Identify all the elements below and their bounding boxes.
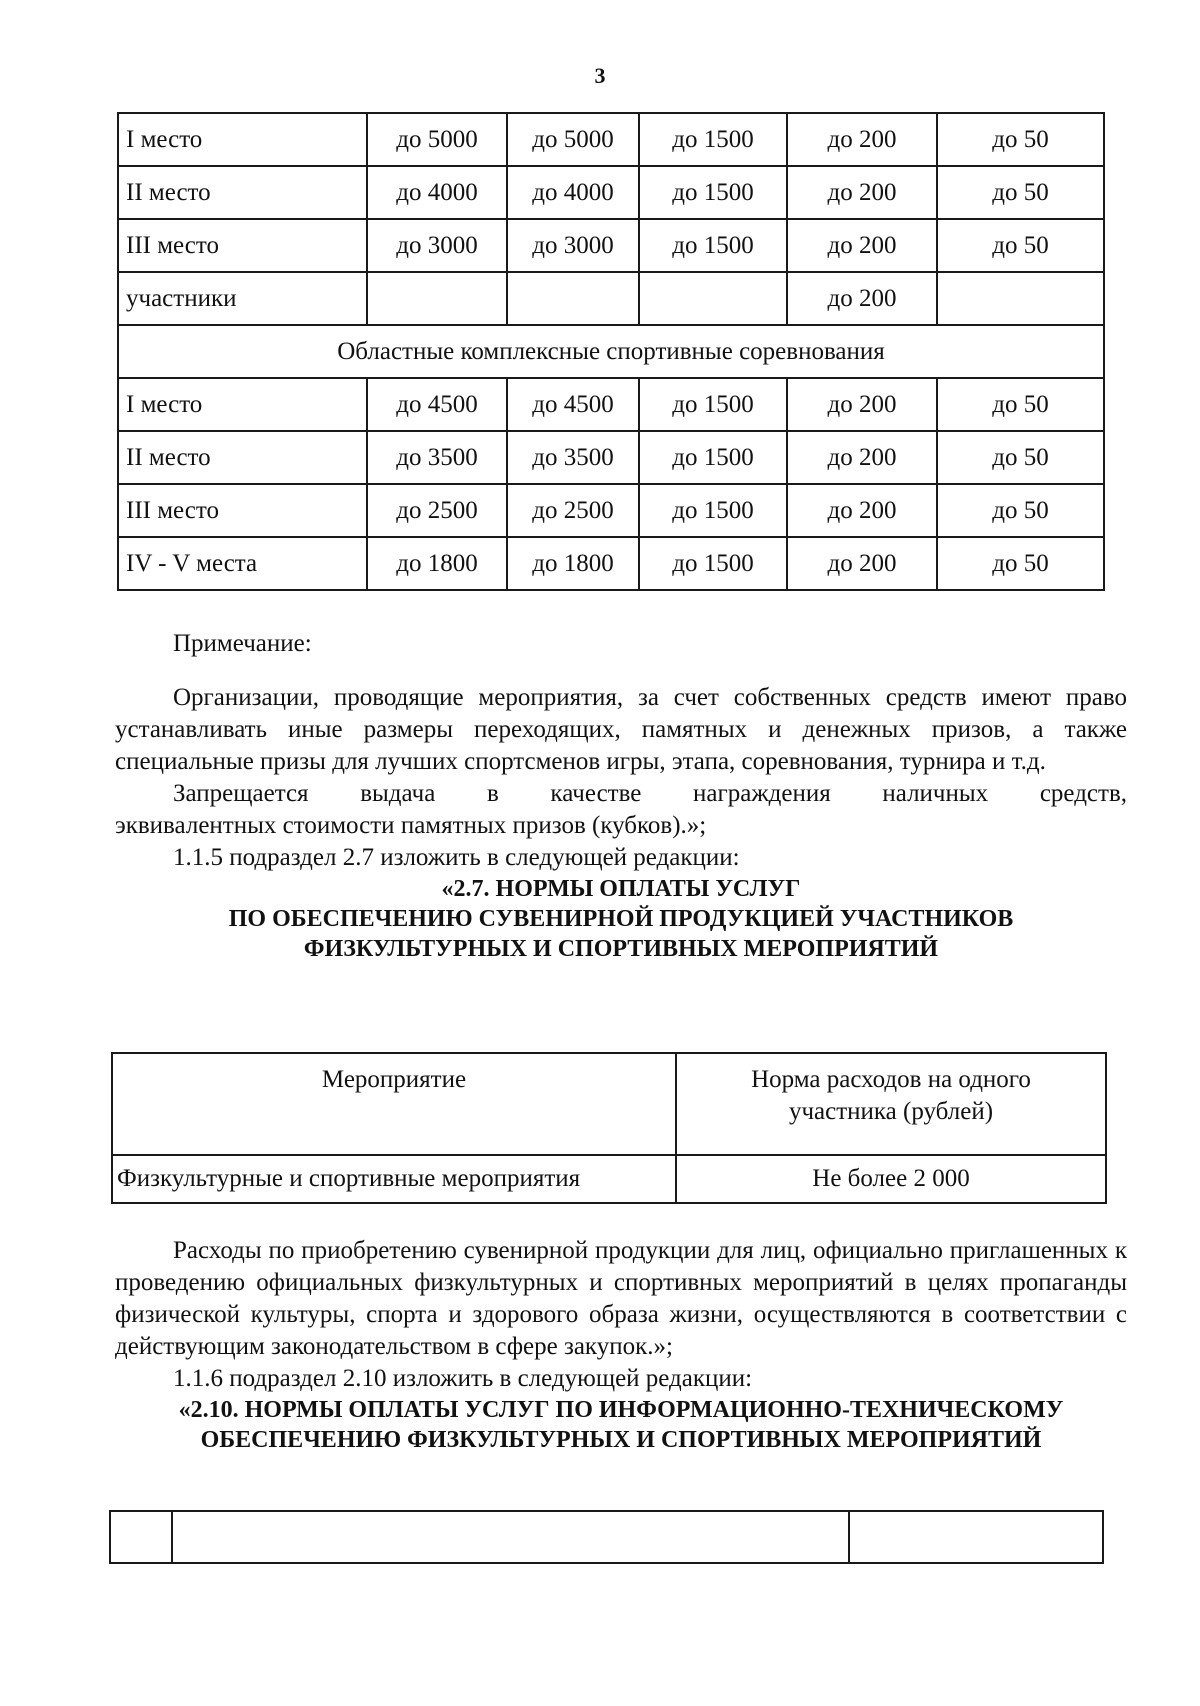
section-2-7-heading-line-1: «2.7. НОРМЫ ОПЛАТЫ УСЛУГ <box>441 876 801 902</box>
prize-value-cell: до 50 <box>937 431 1104 484</box>
table-row <box>112 1155 1106 1203</box>
table-row <box>118 378 1104 431</box>
prize-value-cell <box>367 272 507 325</box>
prize-value-cell: до 50 <box>937 113 1104 166</box>
prize-value-cell: до 1800 <box>367 537 507 590</box>
place-label: II место <box>118 166 367 219</box>
prize-value-cell: до 1500 <box>639 484 787 537</box>
section-2-7-heading-line-2: ПО ОБЕСПЕЧЕНИЮ СУВЕНИРНОЙ ПРОДУКЦИЕЙ УЧАСТНИКОВ <box>228 906 1014 933</box>
prize-value-cell: до 1500 <box>639 166 787 219</box>
prize-value-cell: до 2500 <box>367 484 507 537</box>
note-paragraph-2-line-1: Запрещается выдача в качестве награждения наличных средств, <box>173 780 1127 807</box>
table-row <box>118 219 1104 272</box>
table-row <box>112 1053 1106 1155</box>
empty-cell <box>172 1511 849 1563</box>
prize-value-cell: до 3000 <box>507 219 639 272</box>
prize-value-cell: до 200 <box>787 431 937 484</box>
prize-value-cell: до 1500 <box>639 431 787 484</box>
row-event-cell <box>112 1155 676 1203</box>
table-row <box>118 325 1104 378</box>
header-norm-line-2: участника (рублей) <box>788 1098 994 1125</box>
prize-value-cell: до 50 <box>937 166 1104 219</box>
prize-value-cell: до 200 <box>787 484 937 537</box>
note-paragraph-1: Организации, проводящие мероприятия, за счет собственных средств имеют право устанавливать иные размеры переходящих, памятных и денежных призов, а также специальные призы для лучших спортсменов игры, этапа, соревнования, турнира и т.д. <box>115 684 1127 775</box>
prize-value-cell: до 1500 <box>639 537 787 590</box>
note-block <box>115 628 1127 965</box>
header-event-cell <box>112 1053 676 1155</box>
place-label: III место <box>118 219 367 272</box>
prize-value-cell: до 200 <box>787 378 937 431</box>
item-1-1-6-text: 1.1.6 подраздел 2.10 изложить в следующей редакции: <box>173 1365 753 1392</box>
prize-value-cell: до 50 <box>937 484 1104 537</box>
prize-value-cell: до 4500 <box>367 378 507 431</box>
section-2-10-heading-line-1: «2.10. НОРМЫ ОПЛАТЫ УСЛУГ ПО ИНФОРМАЦИОННО-ТЕХНИЧЕСКОМУ <box>178 1397 1064 1423</box>
place-label: участники <box>118 272 367 325</box>
prize-value-cell: до 200 <box>787 166 937 219</box>
header-norm-line-1: Норма расходов на одного <box>751 1066 1031 1093</box>
prize-value-cell: до 1800 <box>507 537 639 590</box>
prize-value-cell: до 5000 <box>367 113 507 166</box>
page-number: 3 <box>594 63 606 88</box>
prize-value-cell <box>507 272 639 325</box>
prize-value-cell: до 4000 <box>507 166 639 219</box>
header-event: Мероприятие <box>321 1066 467 1093</box>
prize-value-cell: до 200 <box>787 537 937 590</box>
prize-value-cell: до 1500 <box>639 219 787 272</box>
table-row <box>118 431 1104 484</box>
section-title: Областные комплексные спортивные соревнования <box>118 325 1104 378</box>
table-row <box>118 537 1104 590</box>
prize-value-cell: до 200 <box>787 219 937 272</box>
info-tech-table <box>109 1510 1104 1564</box>
expenses-paragraph: Расходы по приобретению сувенирной продукции для лиц, официально приглашенных к проведению официальных физкультурных и спортивных мероприятий в целях пропаганды физической культуры, спорта и здорового образа жизни, осуществляются в соответствии с действующим законодательством в сфере закупок.»; <box>115 1237 1127 1360</box>
prize-value-cell: до 1500 <box>639 113 787 166</box>
table-row <box>118 272 1104 325</box>
prize-value-cell: до 2500 <box>507 484 639 537</box>
table-row <box>110 1511 1103 1563</box>
table-row <box>118 484 1104 537</box>
prize-value-cell: до 50 <box>937 537 1104 590</box>
prize-value-cell: до 5000 <box>507 113 639 166</box>
row-event: Физкультурные и спортивные мероприятия <box>117 1165 581 1192</box>
prize-value-cell: до 200 <box>787 272 937 325</box>
place-label: I место <box>118 378 367 431</box>
note-title: Примечание: <box>173 630 312 657</box>
header-norm-cell <box>676 1053 1106 1155</box>
prize-value-cell: до 3000 <box>367 219 507 272</box>
prize-value-cell: до 1500 <box>639 378 787 431</box>
prize-value-cell: до 3500 <box>367 431 507 484</box>
table-row <box>118 166 1104 219</box>
item-1-1-5-text: 1.1.5 подраздел 2.7 изложить в следующей редакции: <box>173 844 740 871</box>
expenses-block <box>115 1235 1127 1455</box>
prize-value-cell: до 4500 <box>507 378 639 431</box>
empty-cell <box>110 1511 172 1563</box>
note-paragraph-2-line-2: эквивалентных стоимости памятных призов (кубков).»; <box>115 812 707 839</box>
place-label: I место <box>118 113 367 166</box>
prize-value-cell: до 50 <box>937 219 1104 272</box>
prize-table-body <box>118 113 1104 590</box>
prize-value-cell: до 200 <box>787 113 937 166</box>
place-label: III место <box>118 484 367 537</box>
section-2-7-heading-line-3: ФИЗКУЛЬТУРНЫХ И СПОРТИВНЫХ МЕРОПРИЯТИЙ <box>303 936 939 963</box>
prize-value-cell <box>639 272 787 325</box>
prize-value-cell <box>937 272 1104 325</box>
table-row <box>118 113 1104 166</box>
empty-cell <box>849 1511 1103 1563</box>
row-norm: Не более 2 000 <box>812 1165 970 1192</box>
prize-value-cell: до 4000 <box>367 166 507 219</box>
row-norm-cell <box>676 1155 1106 1203</box>
place-label: II место <box>118 431 367 484</box>
prize-value-cell: до 3500 <box>507 431 639 484</box>
souvenir-norms-table <box>111 1052 1107 1204</box>
prize-value-cell: до 50 <box>937 378 1104 431</box>
section-2-10-heading-line-2: ОБЕСПЕЧЕНИЮ ФИЗКУЛЬТУРНЫХ И СПОРТИВНЫХ МЕРОПРИЯТИЙ <box>200 1427 1042 1454</box>
place-label: IV - V места <box>118 537 367 590</box>
prize-table <box>117 112 1105 591</box>
